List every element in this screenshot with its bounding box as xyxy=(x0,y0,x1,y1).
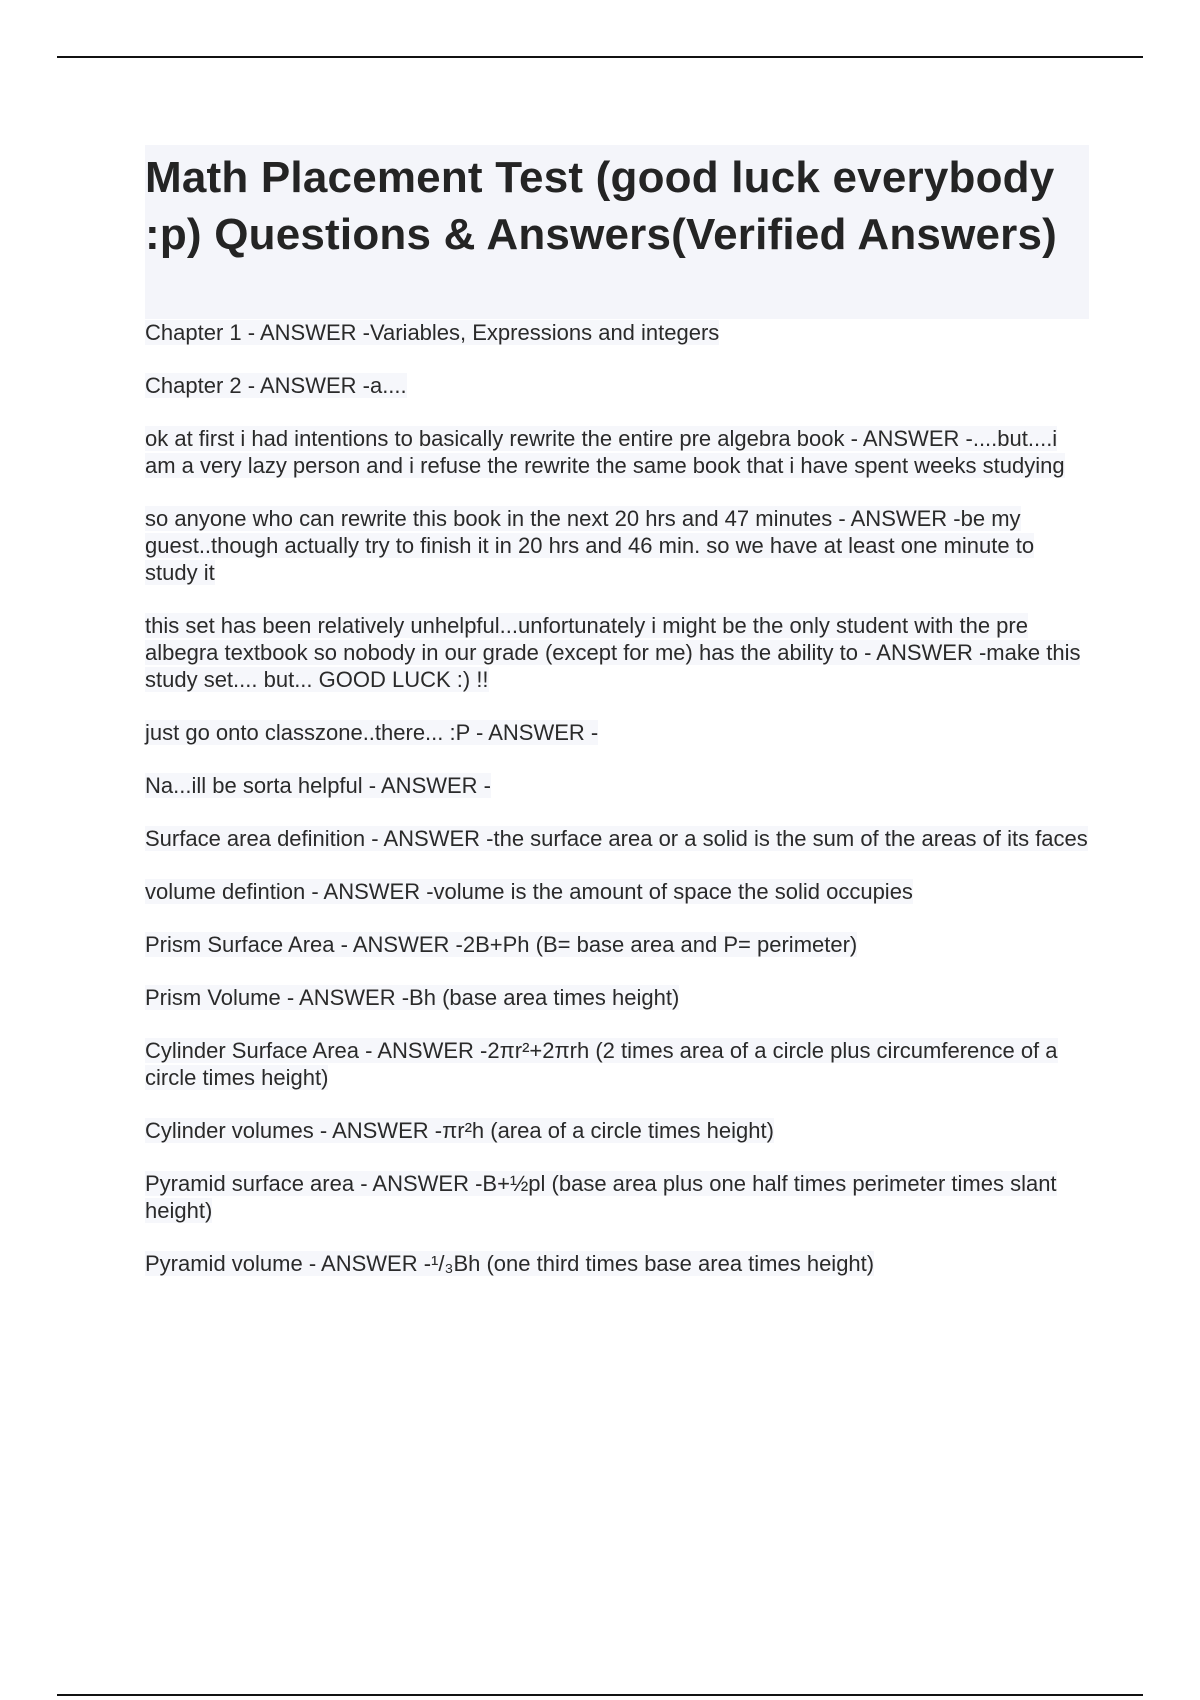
qa-item xyxy=(145,719,1089,746)
qa-text: ok at first i had intentions to basically rewrite the entire pre algebra book - ANSWER -....but....i am a very lazy person and i refuse the rewrite the same book that i have spent weeks studying xyxy=(145,426,1065,478)
qa-item xyxy=(145,319,1089,346)
qa-item xyxy=(145,505,1089,586)
title-block xyxy=(145,145,1089,319)
qa-text: this set has been relatively unhelpful...unfortunately i might be the only student with the pre albegra textbook so nobody in our grade (except for me) has the ability to - ANSWER -make this study set.... but... GOOD LUCK :) !! xyxy=(145,613,1081,692)
top-divider xyxy=(57,56,1143,58)
qa-list xyxy=(145,319,1089,1277)
qa-text: Prism Surface Area - ANSWER -2B+Ph (B= base area and P= perimeter) xyxy=(145,932,858,957)
qa-text: Pyramid volume - ANSWER -¹/₃Bh (one third times base area times height) xyxy=(145,1251,875,1276)
qa-text: just go onto classzone..there... :P - ANSWER - xyxy=(145,720,599,745)
qa-item xyxy=(145,612,1089,693)
qa-text: Chapter 2 - ANSWER -a.... xyxy=(145,373,407,398)
qa-text: Chapter 1 - ANSWER -Variables, Expressions and integers xyxy=(145,320,720,345)
qa-text: Cylinder Surface Area - ANSWER -2πr²+2πrh (2 times area of a circle plus circumference of a circle times height) xyxy=(145,1038,1058,1090)
qa-item xyxy=(145,1117,1089,1144)
qa-text: Na...ill be sorta helpful - ANSWER - xyxy=(145,773,492,798)
qa-text: volume defintion - ANSWER -volume is the amount of space the solid occupies xyxy=(145,879,913,904)
qa-item xyxy=(145,825,1089,852)
qa-text: Pyramid surface area - ANSWER -B+½pl (base area plus one half times perimeter times slant height) xyxy=(145,1171,1057,1223)
document-title: Math Placement Test (good luck everybody :p) Questions & Answers(Verified Answers) xyxy=(145,153,1058,259)
qa-item xyxy=(145,1037,1089,1091)
qa-item xyxy=(145,1170,1089,1224)
qa-item xyxy=(145,772,1089,799)
qa-item xyxy=(145,931,1089,958)
qa-item xyxy=(145,878,1089,905)
qa-text: Prism Volume - ANSWER -Bh (base area times height) xyxy=(145,985,680,1010)
qa-item xyxy=(145,372,1089,399)
qa-item xyxy=(145,425,1089,479)
document-body xyxy=(145,145,1089,1303)
qa-text: so anyone who can rewrite this book in the next 20 hrs and 47 minutes - ANSWER -be my guest..though actually try to finish it in 20 hrs and 46 min. so we have at least one minute to study it xyxy=(145,506,1035,585)
qa-item xyxy=(145,984,1089,1011)
bottom-divider xyxy=(57,1694,1143,1696)
qa-text: Surface area definition - ANSWER -the surface area or a solid is the sum of the areas of its faces xyxy=(145,826,1088,851)
qa-item xyxy=(145,1250,1089,1277)
qa-text: Cylinder volumes - ANSWER -πr²h (area of a circle times height) xyxy=(145,1118,774,1143)
